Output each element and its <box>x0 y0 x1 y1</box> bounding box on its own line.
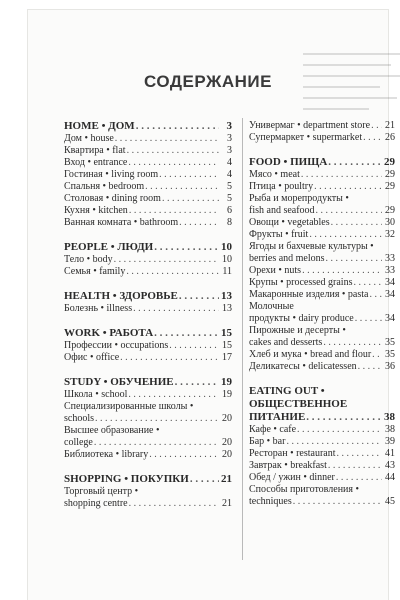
page-number: 36 <box>385 361 395 372</box>
page-number: 20 <box>222 413 232 424</box>
section-heading <box>64 473 232 486</box>
column-divider <box>242 118 243 560</box>
page-number: 41 <box>385 448 395 459</box>
toc-entry <box>249 132 395 144</box>
page-number: 17 <box>222 352 232 363</box>
section-heading <box>249 411 395 424</box>
page-number: 44 <box>385 472 395 483</box>
toc-entry-text: shopping centre <box>64 498 128 509</box>
section-heading <box>64 290 232 303</box>
leader-dots <box>128 389 219 401</box>
toc-entry-text: Кухня • kitchen <box>64 205 128 216</box>
leader-dots <box>95 413 219 425</box>
toc-entry <box>64 352 232 364</box>
page-number: 32 <box>385 229 395 240</box>
toc-entry-text: Завтрак • breakfast <box>249 460 327 471</box>
toc-section <box>249 385 395 508</box>
section-heading <box>64 376 232 389</box>
page-number: 19 <box>221 376 232 388</box>
section-heading-text: HEALTH • ЗДОРОВЬЕ <box>64 290 178 302</box>
toc-section <box>64 327 232 364</box>
toc-entry <box>249 289 395 301</box>
leader-dots <box>114 254 219 266</box>
toc-entry-text: Орехи • nuts <box>249 265 302 276</box>
toc-entry-text: Кафе • cafe <box>249 424 297 435</box>
toc-section <box>64 376 232 461</box>
section-heading <box>64 241 232 254</box>
leader-dots <box>179 290 219 303</box>
toc-entry <box>64 437 232 449</box>
leader-dots <box>331 217 382 229</box>
page-number: 45 <box>385 496 395 507</box>
toc-section <box>64 120 232 229</box>
toc-entry <box>64 401 232 413</box>
leader-dots <box>129 498 219 510</box>
toc-left-column <box>64 120 232 522</box>
leader-dots <box>293 496 382 508</box>
toc-entry-text: Дом • house <box>64 133 114 144</box>
toc-entry <box>249 253 395 265</box>
leader-dots <box>328 460 382 472</box>
leader-dots <box>353 277 382 289</box>
leader-dots <box>145 181 219 193</box>
page-number: 15 <box>221 327 232 339</box>
toc-entry <box>249 181 395 193</box>
toc-entry-text: Школа • school <box>64 389 128 400</box>
leader-dots <box>154 241 219 254</box>
toc-section <box>64 290 232 315</box>
toc-entry-text: schools <box>64 413 94 424</box>
toc-entry-text: Обед / ужин • dinner <box>249 472 335 483</box>
section-heading-text: ОБЩЕСТВЕННОЕ <box>249 398 348 410</box>
section-heading-text: ПИТАНИЕ <box>249 411 306 423</box>
toc-entry <box>64 169 232 181</box>
page-number: 34 <box>385 289 395 300</box>
toc-entry <box>249 436 395 448</box>
toc-entry-text: Макаронные изделия • pasta <box>249 289 369 300</box>
toc-entry <box>64 193 232 205</box>
page-number: 6 <box>227 205 232 216</box>
page-number: 13 <box>221 290 232 302</box>
toc-entry-text: Фрукты • fruit <box>249 229 309 240</box>
toc-entry <box>64 486 232 498</box>
leader-dots <box>358 361 382 373</box>
page-number: 3 <box>226 120 232 132</box>
toc-entry-text: techniques <box>249 496 292 507</box>
toc-entry <box>64 145 232 157</box>
toc-entry-text: Тело • body <box>64 254 113 265</box>
toc-entry-text: Болезнь • illness <box>64 303 133 314</box>
page-number: 34 <box>385 277 395 288</box>
page-number: 5 <box>227 181 232 192</box>
section-heading-text: STUDY • ОБУЧЕНИЕ <box>64 376 174 388</box>
toc-entry <box>64 303 232 315</box>
page-number: 35 <box>385 349 395 360</box>
toc-entry <box>249 472 395 484</box>
page-number: 29 <box>385 181 395 192</box>
toc-entry <box>249 496 395 508</box>
section-heading <box>249 385 395 398</box>
page-number: 15 <box>222 340 232 351</box>
page-number: 3 <box>227 145 232 156</box>
toc-entry-text: Ванная комната • bathroom <box>64 217 179 228</box>
page-number: 29 <box>385 205 395 216</box>
toc-entry-text: Столовая • dining room <box>64 193 161 204</box>
section-heading <box>64 327 232 340</box>
toc-section <box>249 120 395 144</box>
book-page <box>28 10 395 600</box>
leader-dots <box>372 349 382 361</box>
toc-entry-text: продукты • dairy produce <box>249 313 354 324</box>
leader-dots <box>133 303 219 315</box>
page-number: 4 <box>227 169 232 180</box>
section-heading-text: PEOPLE • ЛЮДИ <box>64 241 154 253</box>
leader-dots <box>120 352 219 364</box>
toc-entry-text: Крупы • processed grains <box>249 277 353 288</box>
leader-dots <box>169 340 219 352</box>
toc-entry <box>249 169 395 181</box>
toc-entry <box>64 266 232 278</box>
leader-dots <box>286 436 382 448</box>
toc-entry <box>249 241 395 253</box>
page-number: 10 <box>222 254 232 265</box>
page-number: 20 <box>222 437 232 448</box>
leader-dots <box>323 337 382 349</box>
leader-dots <box>190 473 219 486</box>
toc-entry-text: college <box>64 437 93 448</box>
page-number: 29 <box>385 169 395 180</box>
toc-entry <box>249 325 395 337</box>
leader-dots <box>306 411 382 424</box>
toc-entry-text: Гостиная • living room <box>64 169 159 180</box>
toc-entry-text: Бар • bar <box>249 436 286 447</box>
toc-entry-text: Способы приготовления • <box>249 484 359 495</box>
page-number: 21 <box>385 120 395 131</box>
toc-entry <box>64 413 232 425</box>
leader-dots <box>154 327 219 340</box>
page-number: 35 <box>385 337 395 348</box>
page-number: 4 <box>227 157 232 168</box>
toc-entry <box>249 313 395 325</box>
toc-entry <box>64 425 232 437</box>
toc-entry <box>64 449 232 461</box>
leader-dots <box>314 181 382 193</box>
toc-entry-text: cakes and desserts <box>249 337 323 348</box>
toc-entry <box>249 337 395 349</box>
toc-entry <box>249 361 395 373</box>
toc-entry <box>249 277 395 289</box>
toc-entry <box>64 389 232 401</box>
toc-entry <box>249 265 395 277</box>
page-number: 33 <box>385 265 395 276</box>
toc-entry-text: Птица • poultry <box>249 181 314 192</box>
toc-entry <box>64 498 232 510</box>
toc-entry-text: Хлеб и мука • bread and flour <box>249 349 372 360</box>
toc-entry <box>249 193 395 205</box>
page-number: 3 <box>227 133 232 144</box>
leader-dots <box>128 157 219 169</box>
toc-entry <box>64 217 232 229</box>
leader-dots <box>129 205 219 217</box>
page-number: 5 <box>227 193 232 204</box>
leader-dots <box>371 120 382 132</box>
toc-entry-text: Квартира • flat <box>64 145 126 156</box>
toc-entry-text: Вход • entrance <box>64 157 128 168</box>
toc-entry <box>64 205 232 217</box>
page-number: 21 <box>222 498 232 509</box>
leader-dots <box>336 472 382 484</box>
toc-entry-text: Профессии • occupations <box>64 340 169 351</box>
section-heading <box>249 398 395 411</box>
toc-entry-text: Мясо • meat <box>249 169 300 180</box>
page-number: 11 <box>222 266 232 277</box>
page-number: 30 <box>385 217 395 228</box>
leader-dots <box>149 449 219 461</box>
section-heading <box>64 120 232 133</box>
toc-entry-text: Ресторан • restaurant <box>249 448 336 459</box>
toc-entry <box>249 301 395 313</box>
page-number: 29 <box>384 156 395 168</box>
toc-entry-text: Супермаркет • supermarket <box>249 132 363 143</box>
page-number: 33 <box>385 253 395 264</box>
toc-entry-text: Ягоды и бахчевые культуры • <box>249 241 374 252</box>
toc-entry <box>249 349 395 361</box>
toc-entry-text: Рыба и морепродукты • <box>249 193 349 204</box>
page-number: 13 <box>222 303 232 314</box>
toc-entry <box>249 217 395 229</box>
page-number: 10 <box>221 241 232 253</box>
section-heading-text: FOOD • ПИЩА <box>249 156 328 168</box>
toc-entry-text: Библиотека • library <box>64 449 149 460</box>
leader-dots <box>136 120 219 133</box>
toc-entry-text: Универмаг • department store <box>249 120 371 131</box>
toc-entry <box>249 460 395 472</box>
page-number: 19 <box>222 389 232 400</box>
toc-entry <box>249 448 395 460</box>
toc-entry <box>64 133 232 145</box>
leader-dots <box>369 289 382 301</box>
page-number: 21 <box>221 473 232 485</box>
page-title: СОДЕРЖАНИЕ <box>144 72 272 91</box>
toc-entry <box>249 229 395 241</box>
leader-dots <box>162 193 219 205</box>
page-number: 38 <box>384 411 395 423</box>
toc-entry-text: Спальня • bedroom <box>64 181 145 192</box>
toc-entry-text: Деликатесы • delicatessen <box>249 361 357 372</box>
toc-entry-text: Семья • family <box>64 266 126 277</box>
toc-entry-text: Офис • office <box>64 352 120 363</box>
leader-dots <box>179 217 219 229</box>
toc-entry <box>64 181 232 193</box>
toc-right-column <box>249 120 395 520</box>
page-number: 34 <box>385 313 395 324</box>
leader-dots <box>301 169 382 181</box>
leader-dots <box>127 145 219 157</box>
leader-dots <box>355 313 382 325</box>
toc-entry-text: Молочные <box>249 301 294 312</box>
page-number: 26 <box>385 132 395 143</box>
page-number: 20 <box>222 449 232 460</box>
toc-entry-text: Высшее образование • <box>64 425 160 436</box>
toc-section <box>64 473 232 510</box>
section-heading-text: HOME • ДОМ <box>64 120 135 132</box>
leader-dots <box>326 253 382 265</box>
page-number: 38 <box>385 424 395 435</box>
page-number: 39 <box>385 436 395 447</box>
toc-entry-text: fish and seafood <box>249 205 315 216</box>
leader-dots <box>126 266 219 278</box>
toc-entry-text: Овощи • vegetables <box>249 217 330 228</box>
toc-entry-text: Пирожные и десерты • <box>249 325 346 336</box>
leader-dots <box>337 448 382 460</box>
leader-dots <box>328 156 382 169</box>
toc-entry <box>249 205 395 217</box>
toc-entry-text: Специализированные школы • <box>64 401 194 412</box>
section-heading-text: SHOPPING • ПОКУПКИ <box>64 473 189 485</box>
leader-dots <box>175 376 219 389</box>
section-heading-text: EATING OUT • <box>249 385 325 397</box>
leader-dots <box>363 132 382 144</box>
page-number: 8 <box>227 217 232 228</box>
leader-dots <box>94 437 219 449</box>
leader-dots <box>316 205 382 217</box>
toc-entry <box>249 424 395 436</box>
toc-entry <box>249 484 395 496</box>
toc-section <box>64 241 232 278</box>
toc-entry-text: berries and melons <box>249 253 325 264</box>
leader-dots <box>297 424 382 436</box>
toc-entry <box>249 120 395 132</box>
toc-entry <box>64 157 232 169</box>
toc-entry <box>64 254 232 266</box>
toc-entry-text: Торговый центр • <box>64 486 139 497</box>
leader-dots <box>309 229 382 241</box>
section-heading <box>249 156 395 169</box>
toc-section <box>249 156 395 373</box>
leader-dots <box>302 265 382 277</box>
toc-entry <box>64 340 232 352</box>
leader-dots <box>115 133 219 145</box>
leader-dots <box>159 169 219 181</box>
page-number: 43 <box>385 460 395 471</box>
section-heading-text: WORK • РАБОТА <box>64 327 154 339</box>
